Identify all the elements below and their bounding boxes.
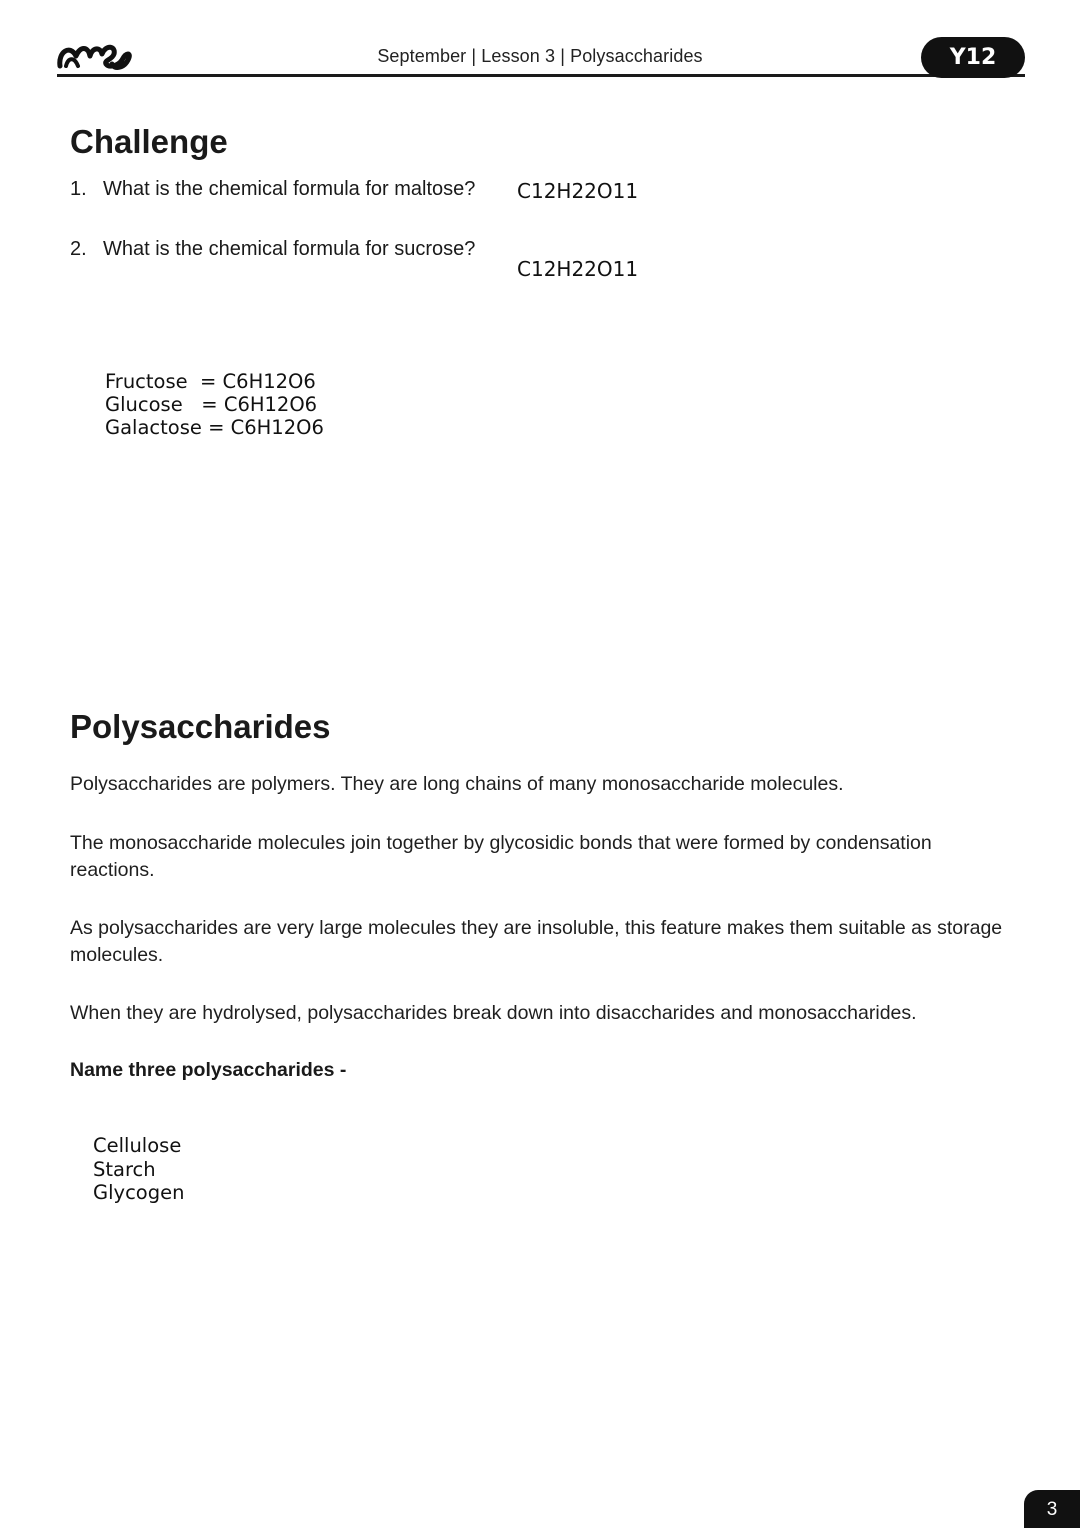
question-number: 2. — [70, 238, 87, 260]
page-number: 3 — [1024, 1490, 1080, 1528]
list-item: Glycogen — [93, 1181, 185, 1204]
paragraph: Polysaccharides are polymers. They are long chains of many monosaccharide molecules. — [70, 773, 844, 795]
paragraph: As polysaccharides are very large molecules they are insoluble, this feature makes them suitable as storage molecules. — [70, 917, 1003, 966]
question-answer: C12H22O11 — [517, 179, 639, 203]
question-answer: C12H22O11 — [517, 257, 639, 281]
question-text: What is the chemical formula for maltose? — [103, 178, 476, 200]
paragraph: When they are hydrolysed, polysaccharides break down into disaccharides and monosaccharides. — [70, 1002, 917, 1024]
polysaccharides-heading: Polysaccharides — [70, 708, 331, 745]
year-badge: Y12 — [921, 37, 1025, 78]
header-title: September | Lesson 3 | Polysaccharides — [377, 46, 703, 66]
header-divider — [57, 74, 1025, 77]
polysaccharides-prompt: Name three polysaccharides - — [70, 1059, 347, 1081]
question-number: 1. — [70, 178, 87, 200]
paragraph: The monosaccharide molecules join together by glycosidic bonds that were formed by condensation reactions. — [70, 832, 932, 881]
list-item: Cellulose — [93, 1134, 182, 1157]
list-item: Starch — [93, 1157, 156, 1181]
challenge-heading: Challenge — [70, 123, 228, 160]
monosaccharide-formulas: Fructose = C6H12O6 Glucose = C6H12O6 Galactose = C6H12O6 — [105, 370, 324, 439]
question-text: What is the chemical formula for sucrose? — [103, 238, 476, 260]
polysaccharide-answers — [93, 1134, 184, 1205]
